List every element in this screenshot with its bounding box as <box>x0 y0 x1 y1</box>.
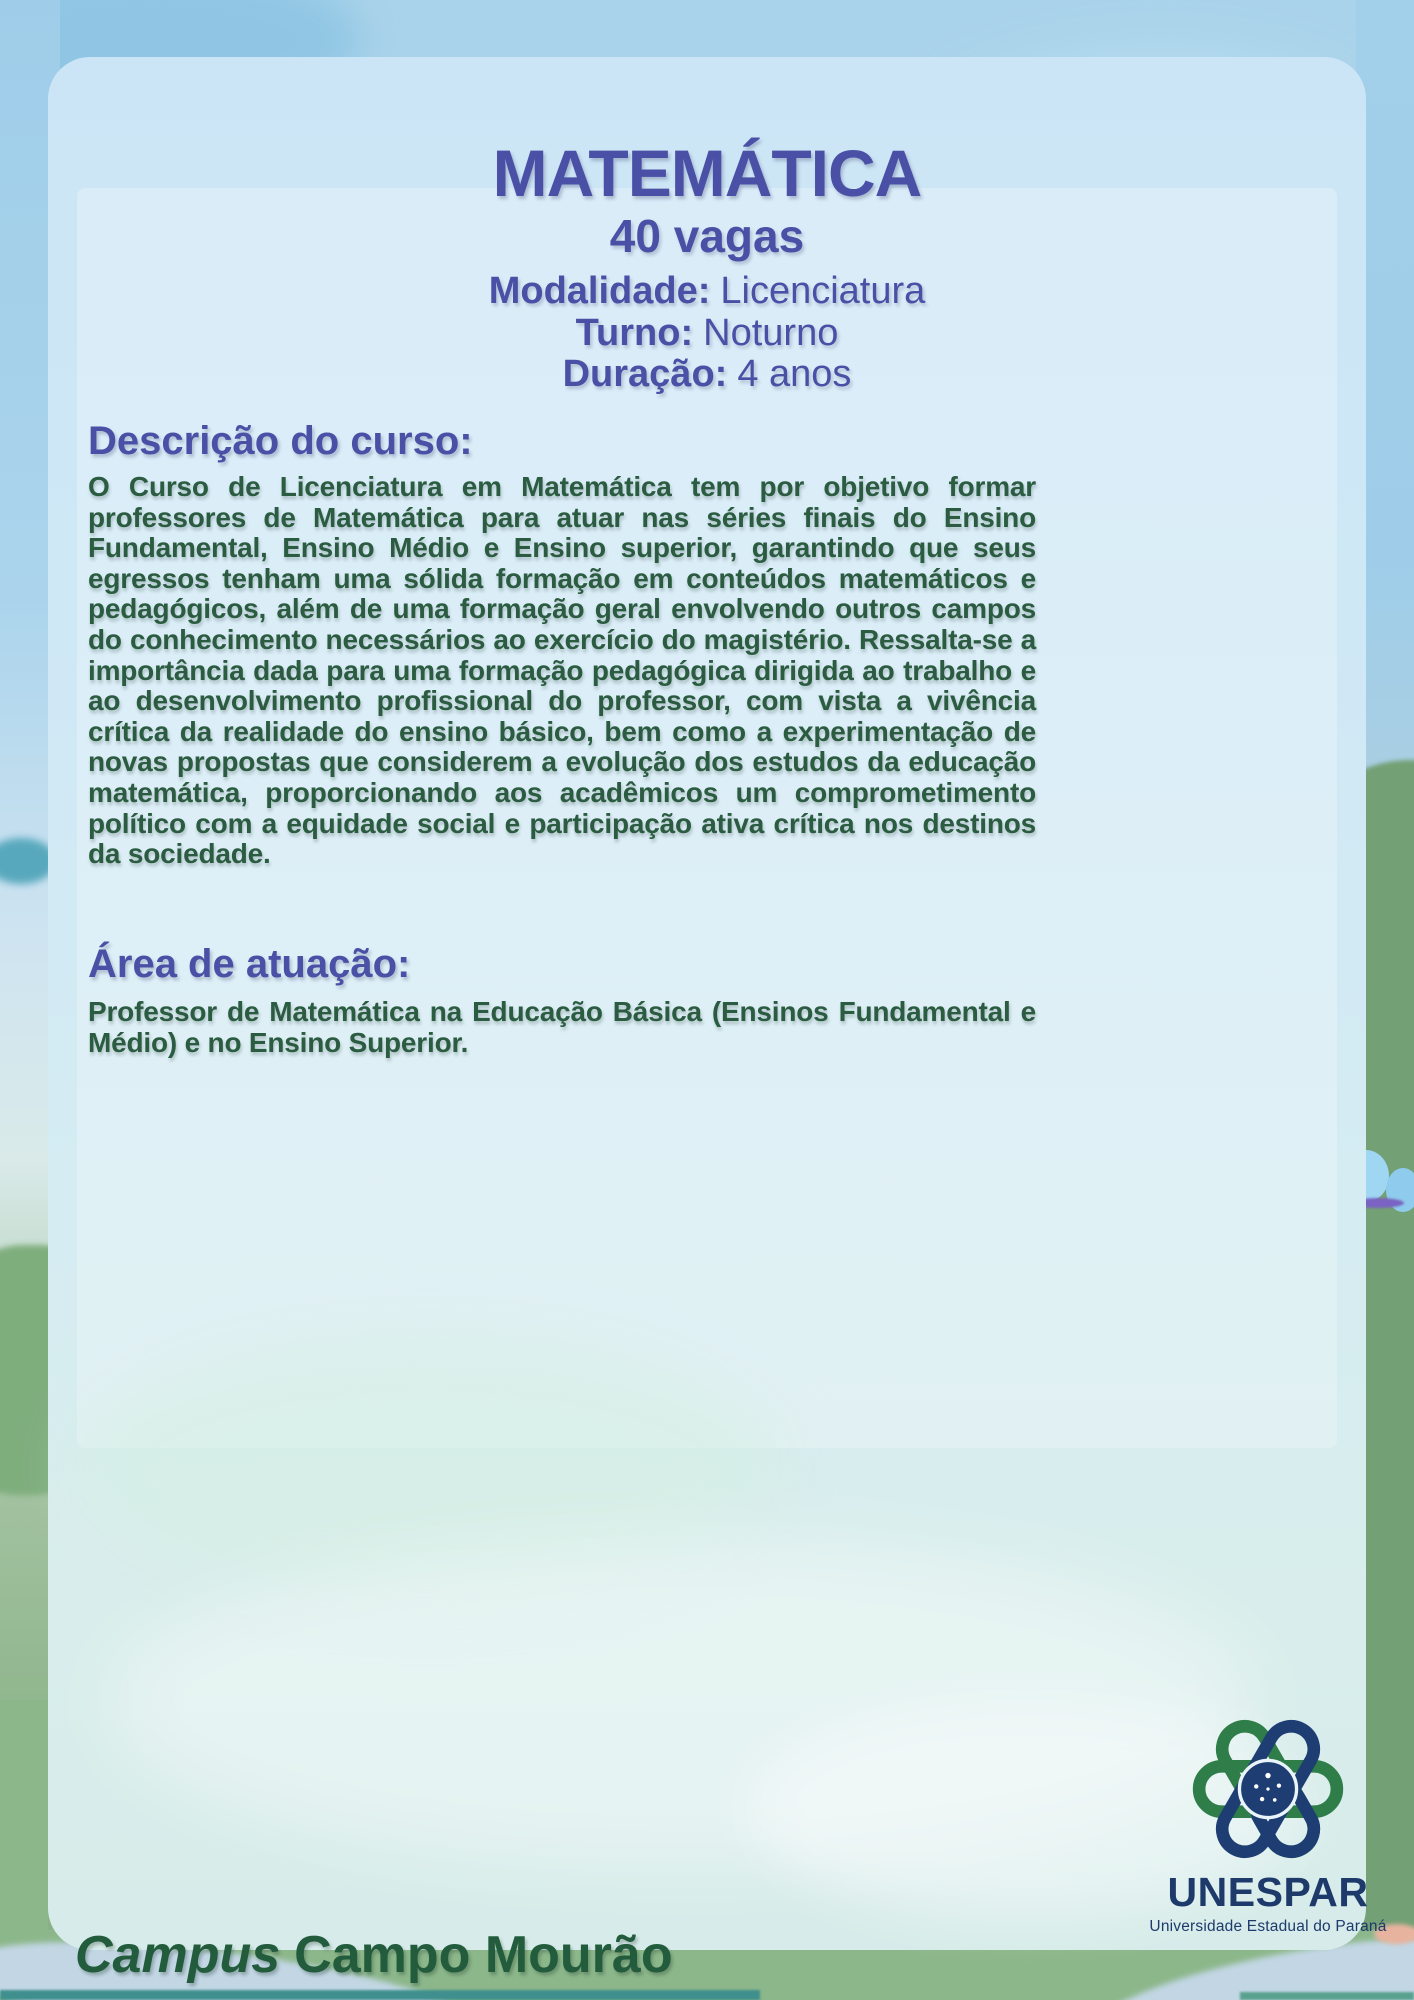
course-title: MATEMÁTICA <box>492 136 922 210</box>
campus-word-italic: Campus <box>75 1926 281 1984</box>
modality-label: Modalidade: <box>488 270 711 312</box>
vacancies-text: 40 vagas <box>609 210 805 262</box>
modality-value: Licenciatura <box>720 270 926 312</box>
logo-wordmark: UNESPAR <box>1167 1869 1369 1915</box>
campus-name <box>75 1925 673 1985</box>
unespar-knot-icon <box>1184 1705 1352 1873</box>
duration-value: 4 anos <box>737 353 852 395</box>
shift-value: Noturno <box>703 312 839 354</box>
water-edge <box>0 1990 760 2000</box>
logo-subtitle: Universidade Estadual do Paraná <box>1149 1918 1387 1935</box>
description-body: O Curso de Licenciatura em Matemática tem por objetivo formar professores de Matemática para atuar nas séries finais do Ensino Fundamental, Ensino Médio e Ensino superior, garantindo que seus egressos tenham uma sólida formação em conteúdos matemáticos e pedagógicos, além de uma formação geral envolvendo outros campos do conhecimento necessários ao exercício do magistério. Ressalta-se a importância dada para uma formação pedagógica dirigida ao trabalho e ao desenvolvimento profissional do professor, com vista a vivência crítica da realidade do ensino básico, bem como a experimentação de novas propostas que considerem a evolução dos estudos da educação matemática, proporcionando aos acadêmicos um comprometimento político com a equidade social e participação ativa crítica nos destinos da sociedade. <box>88 471 1036 870</box>
area-body: Professor de Matemática na Educação Básica (Ensinos Fundamental e Médio) e no Ensino Superior. <box>88 996 1036 1058</box>
unespar-logo <box>1143 1705 1393 1995</box>
shift-label: Turno: <box>575 312 694 354</box>
modality-line <box>48 270 1366 313</box>
area-heading: Área de atuação: <box>88 942 411 986</box>
duration-label: Duração: <box>562 353 728 395</box>
shift-line <box>48 312 1366 355</box>
duration-line <box>48 353 1366 396</box>
campus-location: Campo Mourão <box>294 1926 673 1984</box>
content-panel <box>48 57 1387 1984</box>
description-heading: Descrição do curso: <box>88 419 473 463</box>
